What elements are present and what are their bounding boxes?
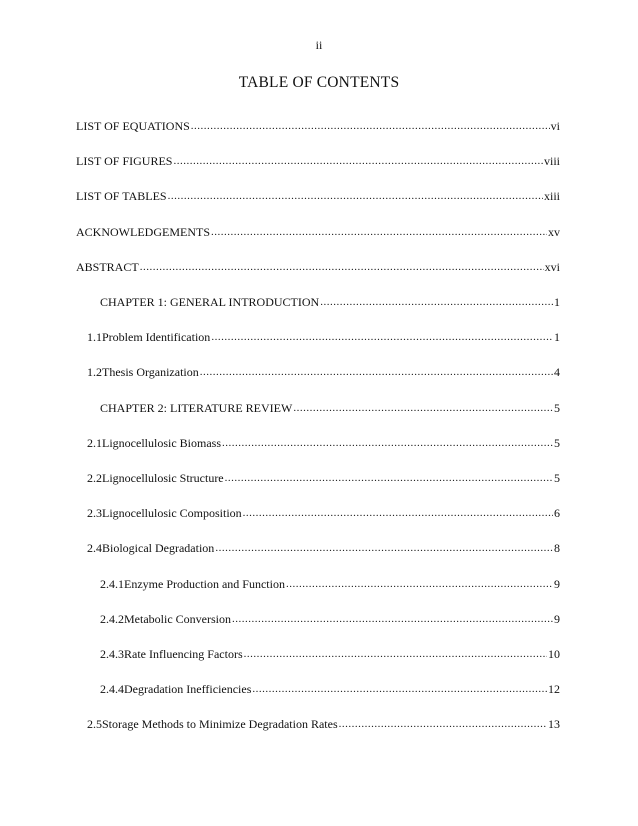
- toc-entry-page: 5: [554, 435, 560, 450]
- toc-entry-number: 2.4.3: [100, 647, 124, 661]
- toc-entry-page: 8: [554, 541, 560, 556]
- toc-entry-number: 2.1: [87, 435, 102, 450]
- toc-entry-page: 9: [554, 611, 560, 626]
- toc-entry-label: Metabolic Conversion: [124, 611, 231, 626]
- toc-entry-number: 2.4.2: [100, 611, 124, 626]
- toc-entry-page: 13: [548, 717, 560, 732]
- toc-entry-label: ABSTRACT: [76, 259, 139, 274]
- toc-entry[interactable]: [76, 188, 560, 205]
- toc-dot-leader: [225, 469, 553, 486]
- toc-entry-label: CHAPTER 1: GENERAL INTRODUCTION: [100, 295, 320, 309]
- toc-entry[interactable]: [87, 540, 560, 557]
- toc-dot-leader: [215, 539, 553, 556]
- toc-entry[interactable]: [76, 224, 560, 241]
- toc-entry-label: Rate Influencing Factors: [124, 647, 243, 661]
- toc-dot-leader: [252, 680, 547, 697]
- toc-entry-page: vi: [550, 119, 560, 133]
- toc-entry[interactable]: [100, 646, 560, 663]
- toc-entry-label: Degradation Inefficiencies: [124, 682, 252, 697]
- toc-dot-leader: [244, 645, 547, 662]
- toc-entry[interactable]: [87, 364, 560, 381]
- toc-entry-page: 5: [554, 400, 560, 415]
- toc-entry-page: 1: [554, 330, 560, 345]
- toc-entry[interactable]: [100, 576, 560, 593]
- toc-entry-label: Biological Degradation: [102, 541, 215, 556]
- toc-entry-label: LIST OF FIGURES: [76, 154, 173, 169]
- toc-dot-leader: [140, 258, 544, 275]
- toc-entry[interactable]: [87, 716, 560, 733]
- toc-dot-leader: [222, 434, 553, 451]
- toc-entry-label: Problem Identification: [102, 330, 211, 345]
- toc-entry-page: 9: [554, 576, 560, 591]
- toc-entry-label: Enzyme Production and Function: [124, 576, 285, 591]
- toc-entry-page: 5: [554, 471, 560, 485]
- toc-entry[interactable]: [100, 294, 560, 311]
- toc-entry-label: CHAPTER 2: LITERATURE REVIEW: [100, 400, 293, 415]
- toc-entry-label: Lignocellulosic Composition: [102, 506, 242, 521]
- toc-entry-page: 1: [554, 295, 560, 309]
- toc-entry-number: 1.1: [87, 330, 102, 345]
- toc-entry-number: 2.4: [87, 541, 102, 556]
- toc-entry-label: Thesis Organization: [102, 365, 199, 380]
- toc-dot-leader: [173, 152, 543, 169]
- toc-entry[interactable]: [87, 435, 560, 452]
- toc-entry-number: 2.4.4: [100, 682, 124, 697]
- toc-entry-label: Lignocellulosic Biomass: [102, 435, 221, 450]
- toc-dot-leader: [243, 504, 553, 521]
- page-number: ii: [315, 38, 323, 52]
- toc-entry[interactable]: [76, 259, 560, 276]
- toc-entry-number: 2.2: [87, 471, 102, 485]
- toc-entry-number: 1.2: [87, 365, 102, 380]
- toc-dot-leader: [191, 117, 550, 134]
- toc-entry-page: 6: [554, 506, 560, 521]
- toc-entry[interactable]: [76, 118, 560, 135]
- toc-entry-label: LIST OF EQUATIONS: [76, 119, 190, 133]
- toc-dot-leader: [168, 187, 543, 204]
- toc-entry-page: 12: [548, 682, 560, 697]
- toc-dot-leader: [232, 610, 553, 627]
- toc-entry-label: LIST OF TABLES: [76, 189, 167, 204]
- toc-dot-leader: [286, 575, 553, 592]
- toc-entry-page: xv: [548, 224, 560, 239]
- toc-entry[interactable]: [87, 505, 560, 522]
- toc-entry[interactable]: [100, 681, 560, 698]
- toc-entry-page: 10: [548, 647, 560, 661]
- toc-entry[interactable]: [87, 329, 560, 346]
- toc-dot-leader: [339, 715, 547, 732]
- toc-dot-leader: [211, 223, 547, 240]
- toc-entry-page: xiii: [543, 189, 560, 204]
- toc-entry-label: Lignocellulosic Structure: [102, 471, 224, 485]
- toc-dot-leader: [211, 328, 553, 345]
- toc-entry-number: 2.5: [87, 717, 102, 732]
- toc-dot-leader: [200, 363, 553, 380]
- toc-entry[interactable]: [100, 400, 560, 417]
- toc-entry[interactable]: [76, 153, 560, 170]
- toc-entry[interactable]: [100, 611, 560, 628]
- toc-entry-page: xvi: [544, 259, 560, 274]
- toc-entry-number: 2.4.1: [100, 576, 124, 591]
- toc-entry-page: viii: [543, 154, 560, 169]
- toc-dot-leader: [293, 399, 553, 416]
- toc-entry-label: Storage Methods to Minimize Degradation Rates: [102, 717, 338, 732]
- toc-entry[interactable]: [87, 470, 560, 487]
- toc-entry-number: 2.3: [87, 506, 102, 521]
- toc-dot-leader: [320, 293, 553, 310]
- toc-entry-page: 4: [554, 365, 560, 380]
- toc-entry-label: ACKNOWLEDGEMENTS: [76, 224, 210, 239]
- toc-title: TABLE OF CONTENTS: [238, 74, 400, 91]
